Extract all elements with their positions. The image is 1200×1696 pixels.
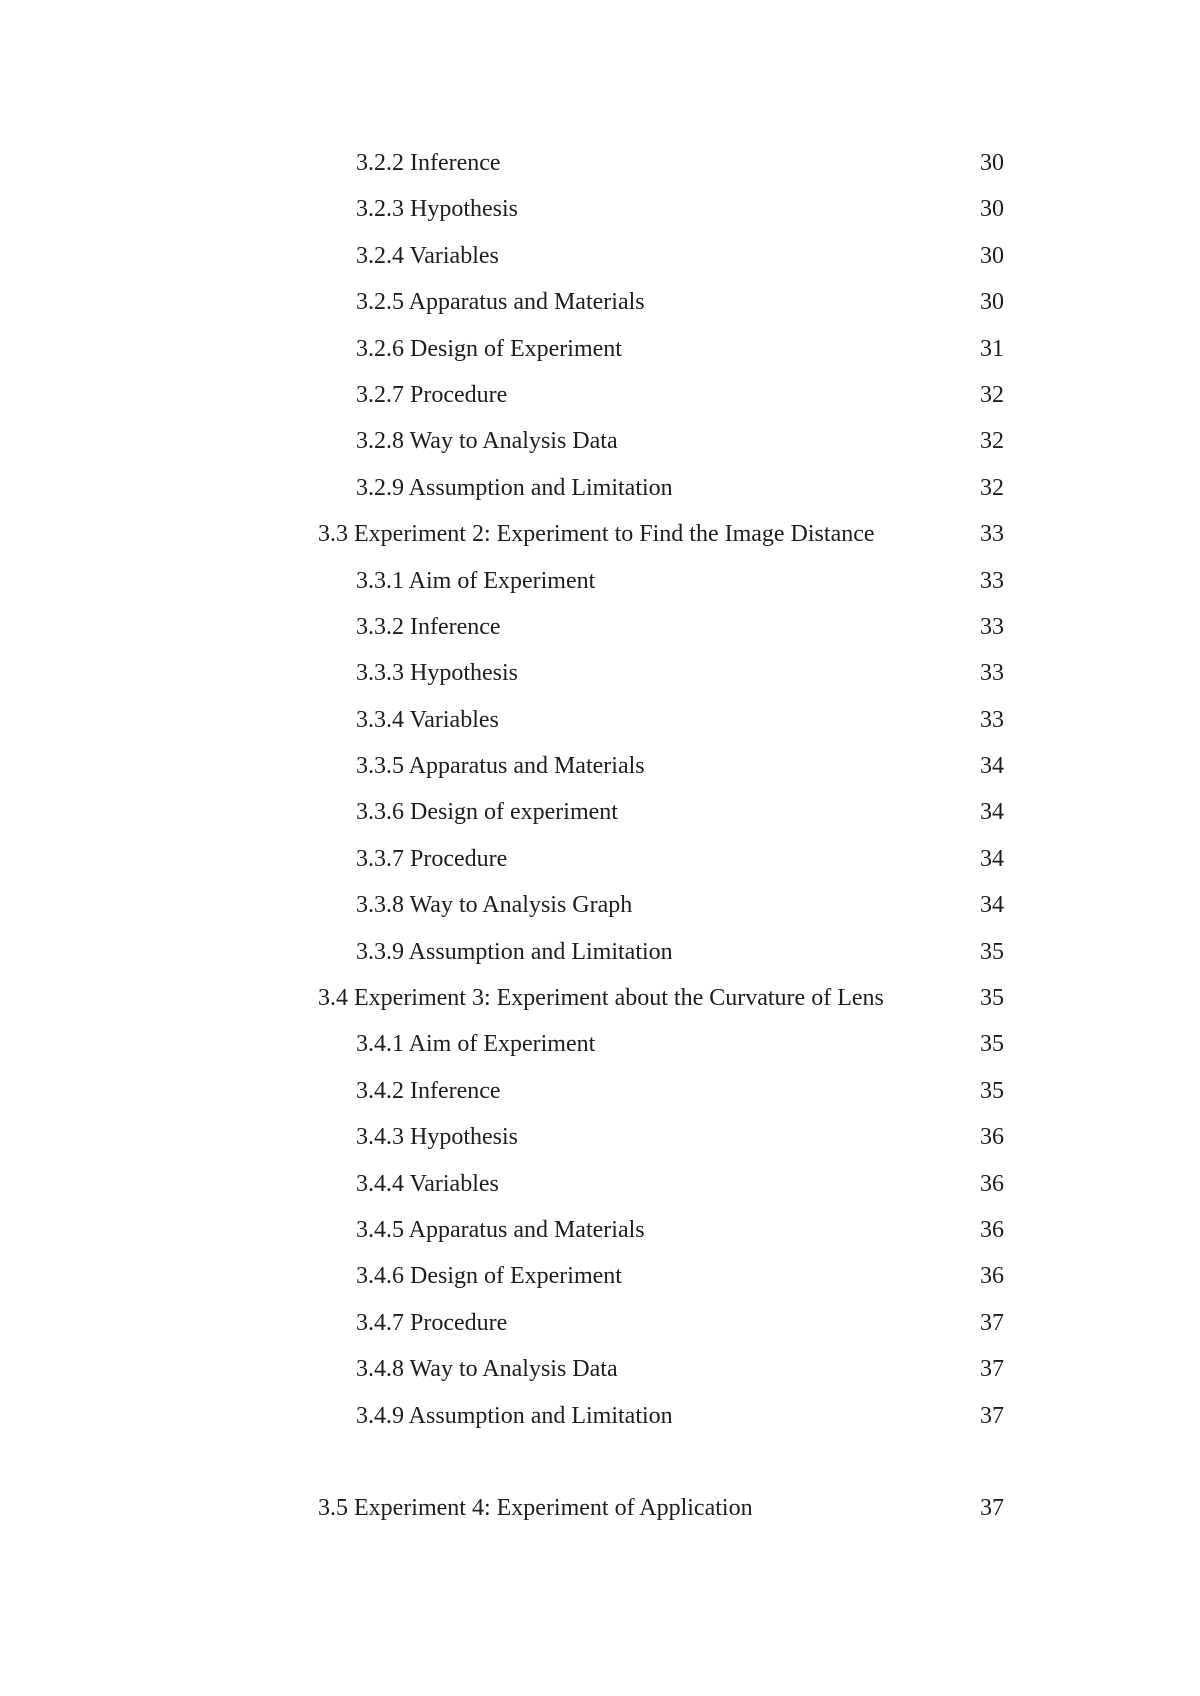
toc-entry-label: 3.4.1 Aim of Experiment bbox=[356, 1031, 596, 1058]
toc-entry-label: 3.2.6 Design of Experiment bbox=[356, 335, 622, 362]
toc-subsection-entry bbox=[0, 789, 1200, 835]
toc-subsection-entry bbox=[0, 836, 1200, 882]
toc-entry-label: 3.4.6 Design of Experiment bbox=[356, 1263, 622, 1290]
toc-entry-page-number: 35 bbox=[980, 938, 1004, 965]
toc-entry-label: 3.3.5 Apparatus and Materials bbox=[356, 753, 645, 780]
toc-subsection-entry bbox=[0, 1021, 1200, 1067]
toc-entry-page-number: 37 bbox=[980, 1402, 1004, 1429]
toc-subsection-entry bbox=[0, 186, 1200, 232]
toc-entry-page-number: 34 bbox=[980, 892, 1004, 919]
toc-subsection-entry bbox=[0, 326, 1200, 372]
toc-entry-label: 3.3 Experiment 2: Experiment to Find the Image Distance bbox=[318, 521, 875, 548]
toc-entry-page-number: 32 bbox=[980, 474, 1004, 501]
toc-entry-page-number: 30 bbox=[980, 150, 1004, 176]
toc-entry-page-number: 30 bbox=[980, 289, 1004, 316]
toc-subsection-entry bbox=[0, 1161, 1200, 1207]
toc-subsection-entry bbox=[0, 929, 1200, 975]
toc-entry-page-number: 32 bbox=[980, 381, 1004, 408]
toc-entry-label: 3.2.9 Assumption and Limitation bbox=[356, 474, 673, 501]
toc-entry-page-number: 34 bbox=[980, 845, 1004, 872]
toc-subsection-entry bbox=[0, 558, 1200, 604]
toc-entry-label: 3.2.8 Way to Analysis Data bbox=[356, 428, 618, 455]
toc-subsection-entry bbox=[0, 1346, 1200, 1392]
toc-entry-label: 3.5 Experiment 4: Experiment of Application bbox=[318, 1494, 753, 1521]
toc-entry-label: 3.3.3 Hypothesis bbox=[356, 660, 518, 687]
toc-entry-label: 3.2.2 Inference bbox=[356, 150, 501, 176]
toc-entry-page-number: 36 bbox=[980, 1216, 1004, 1243]
toc-entry-label: 3.3.6 Design of experiment bbox=[356, 799, 618, 826]
toc-entry-label: 3.4.8 Way to Analysis Data bbox=[356, 1356, 618, 1383]
toc-subsection-entry bbox=[0, 1114, 1200, 1160]
toc-subsection-entry bbox=[0, 465, 1200, 511]
toc-subsection-entry bbox=[0, 697, 1200, 743]
toc-entry-page-number: 33 bbox=[980, 706, 1004, 733]
table-of-contents bbox=[0, 140, 1200, 1531]
toc-entry-label: 3.2.4 Variables bbox=[356, 242, 499, 269]
toc-entry-page-number: 31 bbox=[980, 335, 1004, 362]
toc-entry-page-number: 34 bbox=[980, 799, 1004, 826]
toc-subsection-entry bbox=[0, 743, 1200, 789]
toc-entry-label: 3.2.5 Apparatus and Materials bbox=[356, 289, 645, 316]
toc-entry-page-number: 34 bbox=[980, 753, 1004, 780]
toc-entry-page-number: 33 bbox=[980, 660, 1004, 687]
toc-entry-page-number: 37 bbox=[980, 1494, 1004, 1521]
toc-entry-label: 3.2.7 Procedure bbox=[356, 381, 508, 408]
toc-entry-page-number: 36 bbox=[980, 1263, 1004, 1290]
toc-entry-label: 3.4 Experiment 3: Experiment about the Curvature of Lens bbox=[318, 985, 884, 1012]
toc-subsection-entry bbox=[0, 650, 1200, 696]
toc-subsection-entry bbox=[0, 1393, 1200, 1439]
toc-entry-label: 3.2.3 Hypothesis bbox=[356, 196, 518, 223]
toc-entry-page-number: 30 bbox=[980, 196, 1004, 223]
toc-entry-label: 3.3.7 Procedure bbox=[356, 845, 508, 872]
toc-entry-page-number: 36 bbox=[980, 1124, 1004, 1151]
toc-entry-label: 3.4.7 Procedure bbox=[356, 1309, 508, 1336]
toc-entry-page-number: 35 bbox=[980, 1077, 1004, 1104]
toc-entry-label: 3.4.3 Hypothesis bbox=[356, 1124, 518, 1151]
toc-entry-label: 3.3.2 Inference bbox=[356, 613, 501, 640]
toc-subsection-entry bbox=[0, 279, 1200, 325]
toc-section-entry bbox=[0, 975, 1200, 1021]
toc-subsection-entry bbox=[0, 372, 1200, 418]
toc-entry-label: 3.3.1 Aim of Experiment bbox=[356, 567, 596, 594]
toc-entry-page-number: 33 bbox=[980, 613, 1004, 640]
toc-subsection-entry bbox=[0, 1300, 1200, 1346]
toc-subsection-entry bbox=[0, 604, 1200, 650]
toc-subsection-entry bbox=[0, 140, 1200, 186]
toc-entry-label: 3.3.4 Variables bbox=[356, 706, 499, 733]
toc-subsection-entry bbox=[0, 418, 1200, 464]
toc-section-entry bbox=[0, 511, 1200, 557]
toc-entry-page-number: 33 bbox=[980, 521, 1004, 548]
toc-entry-label: 3.3.9 Assumption and Limitation bbox=[356, 938, 673, 965]
toc-entry-label: 3.4.4 Variables bbox=[356, 1170, 499, 1197]
toc-subsection-entry bbox=[0, 233, 1200, 279]
toc-entry-label: 3.3.8 Way to Analysis Graph bbox=[356, 892, 633, 919]
toc-entry-page-number: 33 bbox=[980, 567, 1004, 594]
toc-entry-page-number: 30 bbox=[980, 242, 1004, 269]
toc-entry-page-number: 35 bbox=[980, 985, 1004, 1012]
toc-subsection-entry bbox=[0, 1207, 1200, 1253]
toc-subsection-entry bbox=[0, 882, 1200, 928]
toc-entry-label: 3.4.9 Assumption and Limitation bbox=[356, 1402, 673, 1429]
toc-entry-label: 3.4.2 Inference bbox=[356, 1077, 501, 1104]
toc-entry-page-number: 36 bbox=[980, 1170, 1004, 1197]
toc-entry-page-number: 35 bbox=[980, 1031, 1004, 1058]
toc-entry-page-number: 32 bbox=[980, 428, 1004, 455]
toc-entry-page-number: 37 bbox=[980, 1309, 1004, 1336]
toc-subsection-entry bbox=[0, 1068, 1200, 1114]
toc-section-entry bbox=[0, 1485, 1200, 1531]
toc-entry-page-number: 37 bbox=[980, 1356, 1004, 1383]
toc-subsection-entry bbox=[0, 1253, 1200, 1299]
toc-entry-label: 3.4.5 Apparatus and Materials bbox=[356, 1216, 645, 1243]
